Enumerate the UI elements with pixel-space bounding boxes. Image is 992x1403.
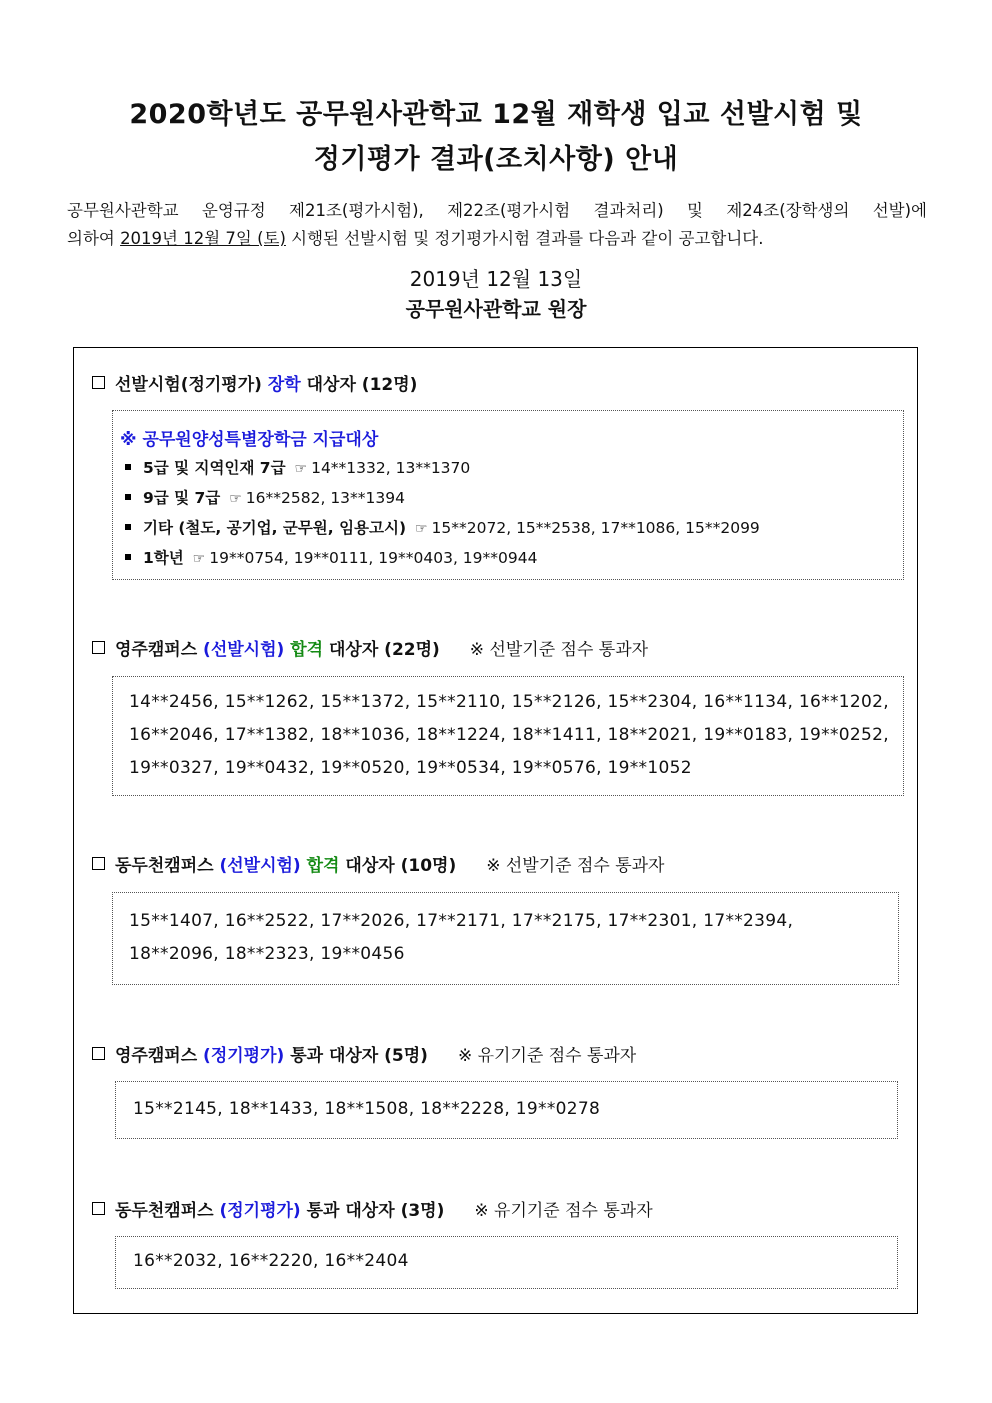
title-count: 대상자 (10명) — [345, 856, 457, 876]
page-title-line1: 2020학년도 공무원사관학교 12월 재학생 입교 선발시험 및 — [129, 99, 863, 130]
exam-type: (정기평가) — [219, 1201, 301, 1221]
intro-suffix: 시행된 선발시험 및 정기평가시험 결과를 다음과 같이 공고합니다. — [285, 229, 764, 248]
id-line: 16**2046, 17**1382, 18**1036, 18**1224, 18**1411, 18**2021, 19**0183, 19**0252, — [129, 725, 889, 745]
bullet-icon — [125, 524, 131, 530]
item-values: 15**2072, 15**2538, 17**1086, 15**2099 — [431, 519, 760, 537]
pointer-hand-icon: ☞ — [229, 491, 242, 507]
id-line: 16**2032, 16**2220, 16**2404 — [133, 1251, 409, 1271]
section-scholarship-title — [92, 370, 417, 395]
checkbox-icon — [92, 857, 105, 870]
criteria-note: ※ 선발기준 점수 통과자 — [486, 856, 665, 876]
exam-type: (선발시험) — [219, 856, 301, 876]
result-label: 합격 — [306, 856, 340, 876]
section-dongducheon-eval-title — [92, 1196, 653, 1221]
section-dongducheon-pass-title — [92, 851, 664, 876]
title-highlight: 장학 — [267, 375, 301, 395]
dongducheon-eval-box — [115, 1236, 898, 1289]
item-values: 14**1332, 13**1370 — [311, 459, 471, 477]
title-count: 통과 대상자 (5명) — [290, 1046, 428, 1066]
exam-type: (정기평가) — [203, 1046, 285, 1066]
list-item — [125, 516, 760, 538]
notice-org: 공무원사관학교 원장 — [405, 297, 587, 321]
item-label: 기타 (철도, 공기업, 군무원, 임용고시) — [143, 519, 407, 537]
checkbox-icon — [92, 376, 105, 389]
criteria-note: ※ 유기기준 점수 통과자 — [474, 1201, 653, 1221]
item-values: 19**0754, 19**0111, 19**0403, 19**0944 — [209, 549, 538, 567]
title-count: 대상자 (22명) — [328, 640, 440, 660]
scholarship-heading: ※ 공무원양성특별장학금 지급대상 — [120, 430, 379, 450]
bullet-icon — [125, 494, 131, 500]
section-yeongju-pass-title — [92, 635, 648, 660]
title-count: 대상자 (12명) — [306, 375, 418, 395]
checkbox-icon — [92, 641, 105, 654]
campus-name: 동두천캠퍼스 — [115, 856, 214, 876]
checkbox-icon — [92, 1047, 105, 1060]
pointer-hand-icon: ☞ — [192, 551, 206, 567]
pointer-hand-icon: ☞ — [294, 461, 308, 477]
id-line: 19**0327, 19**0432, 19**0520, 19**0534, 19**0576, 19**1052 — [129, 758, 692, 778]
bullet-icon — [125, 464, 131, 470]
page-title-line2: 정기평가 결과(조치사항) 안내 — [313, 144, 679, 175]
intro-prefix: 의하여 — [67, 229, 121, 248]
id-line: 15**2145, 18**1433, 18**1508, 18**2228, 19**0278 — [133, 1099, 601, 1119]
item-label: 5급 및 지역인재 7급 — [143, 459, 286, 477]
title-part: 선발시험(정기평가) — [115, 375, 262, 395]
section-yeongju-eval-title — [92, 1041, 636, 1066]
item-values: 16**2582, 13**1394 — [245, 489, 405, 507]
result-label: 합격 — [290, 640, 324, 660]
criteria-note: ※ 선발기준 점수 통과자 — [469, 640, 649, 660]
campus-name: 영주캠퍼스 — [115, 1046, 198, 1066]
list-item — [125, 456, 470, 478]
notice-date: 2019년 12월 13일 — [409, 267, 583, 291]
exam-type: (선발시험) — [203, 640, 285, 660]
id-line: 18**2096, 18**2323, 19**0456 — [129, 944, 405, 964]
list-item — [125, 486, 405, 508]
item-label: 9급 및 7급 — [143, 489, 221, 507]
pointer-hand-icon: ☞ — [414, 521, 428, 537]
id-line: 15**1407, 16**2522, 17**2026, 17**2171, 17**2175, 17**2301, 17**2394, — [129, 911, 794, 931]
checkbox-icon — [92, 1202, 105, 1215]
list-item — [125, 546, 537, 568]
campus-name: 영주캠퍼스 — [115, 640, 198, 660]
criteria-note: ※ 유기기준 점수 통과자 — [457, 1046, 637, 1066]
yeongju-pass-box — [112, 676, 904, 796]
intro-line1: 공무원사관학교 운영규정 제21조(평가시험), 제22조(평가시험 결과처리) 및 제24조(장학생의 선발)에 — [67, 201, 927, 220]
exam-date: 2019년 12월 7일 (토) — [120, 229, 286, 248]
id-line: 14**2456, 15**1262, 15**1372, 15**2110, 15**2126, 15**2304, 16**1134, 16**1202, — [129, 692, 889, 712]
bullet-icon — [125, 554, 131, 560]
dongducheon-pass-box — [112, 892, 899, 985]
title-count: 통과 대상자 (3명) — [306, 1201, 445, 1221]
item-label: 1학년 — [143, 549, 184, 567]
intro-line2 — [67, 225, 927, 253]
yeongju-eval-box — [115, 1081, 898, 1139]
campus-name: 동두천캠퍼스 — [115, 1201, 214, 1221]
